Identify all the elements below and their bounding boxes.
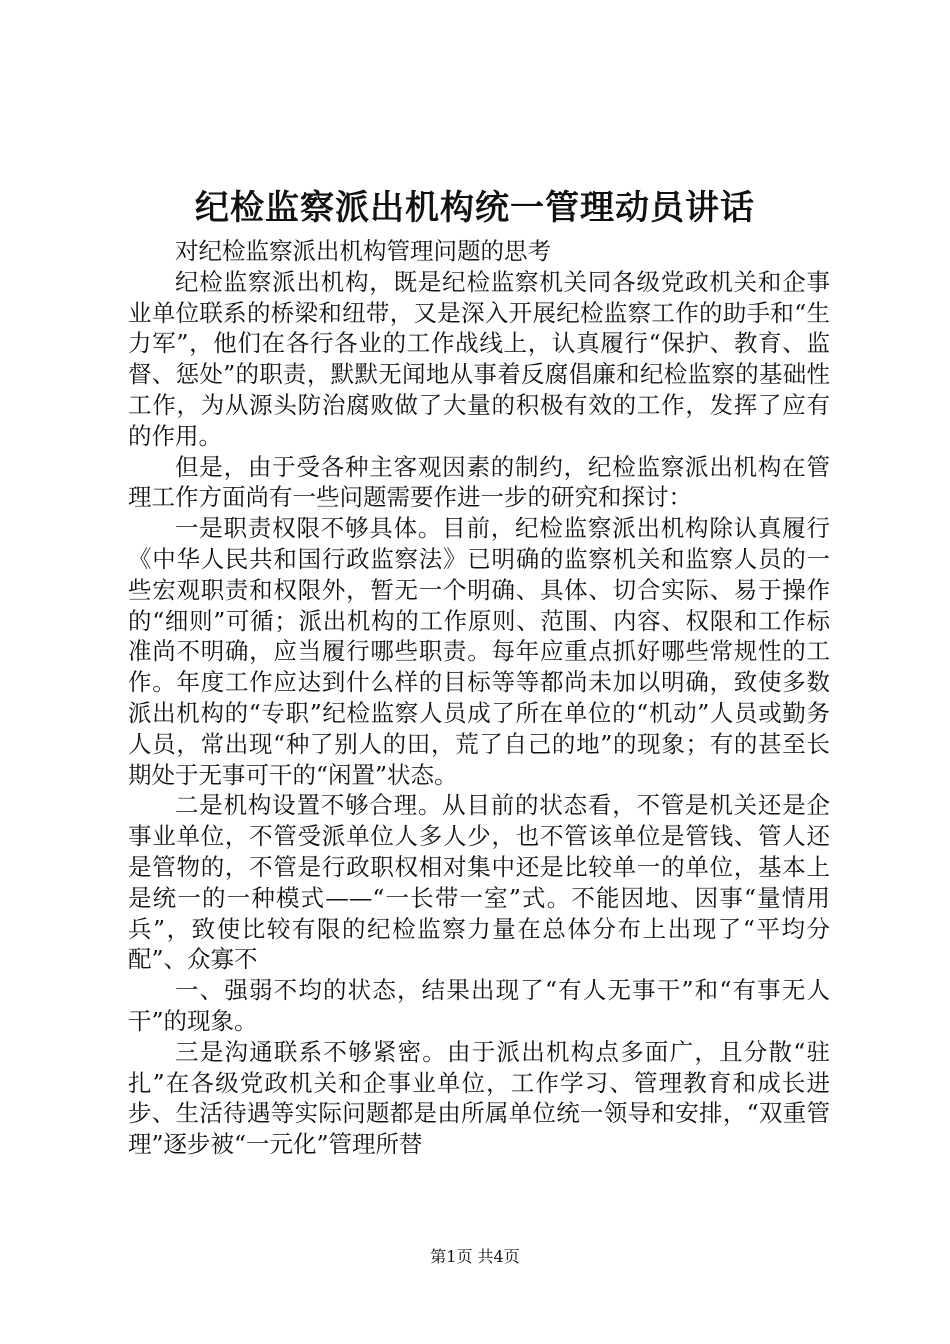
paragraph-problems-lead: 但是，由于受各种主客观因素的制约，纪检监察派出机构在管理工作方面尚有一些问题需要作进一步的研究和探讨： [128, 452, 830, 512]
paragraph-point-two: 二是机构设置不够合理。从目前的状态看，不管是机关还是企事业单位，不管受派单位人多人少，也不管该单位是管钱、管人还是管物的，不管是行政职权相对集中还是比较单一的单位，基本上是统一的一种模式——“一长带一室”式。不能因地、因事“量情用兵”，致使比较有限的纪检监察力量在总体分布上出现了“平均分配”、众寡不 [128, 791, 830, 974]
paragraph-intro: 纪检监察派出机构，既是纪检监察机关同各级党政机关和企事业单位联系的桥梁和纽带，又是深入开展纪检监察工作的助手和“生力军”，他们在各行各业的工作战线上，认真履行“保护、教育、监督、惩处”的职责，默默无闻地从事着反腐倡廉和纪检监察的基础性工作，为从源头防治腐败做了大量的积极有效的工作，发挥了应有的作用。 [128, 267, 830, 450]
paragraph-point-two-continued: 一、强弱不均的状态，结果出现了“有人无事干”和“有事无人干”的现象。 [128, 976, 830, 1035]
paragraph-subtitle: 对纪检监察派出机构管理问题的思考 [175, 237, 551, 265]
document-body [128, 236, 830, 1160]
document-title: 纪检监察派出机构统一管理动员讲话 [195, 188, 755, 228]
paragraph-point-three: 三是沟通联系不够紧密。由于派出机构点多面广，且分散“驻扎”在各级党政机关和企事业单位，工作学习、管理教育和成长进步、生活待遇等实际问题都是由所属单位统一领导和安排，“双重管理”逐步被“一元化”管理所替 [128, 1037, 830, 1159]
paragraph-point-one: 一是职责权限不够具体。目前，纪检监察派出机构除认真履行《中华人民共和国行政监察法》已明确的监察机关和监察人员的一些宏观职责和权限外，暂无一个明确、具体、切合实际、易于操作的“细则”可循；派出机构的工作原则、范围、内容、权限和工作标准尚不明确，应当履行哪些职责。每年应重点抓好哪些常规性的工作。年度工作应达到什么样的目标等等都尚未加以明确，致使多数派出机构的“专职”纪检监察人员成了所在单位的“机动”人员或勤务人员，常出现“种了别人的田，荒了自己的地”的现象；有的甚至长期处于无事可干的“闲置”状态。 [128, 514, 830, 789]
page-number-footer: 第1页 共4页 [430, 1247, 520, 1266]
